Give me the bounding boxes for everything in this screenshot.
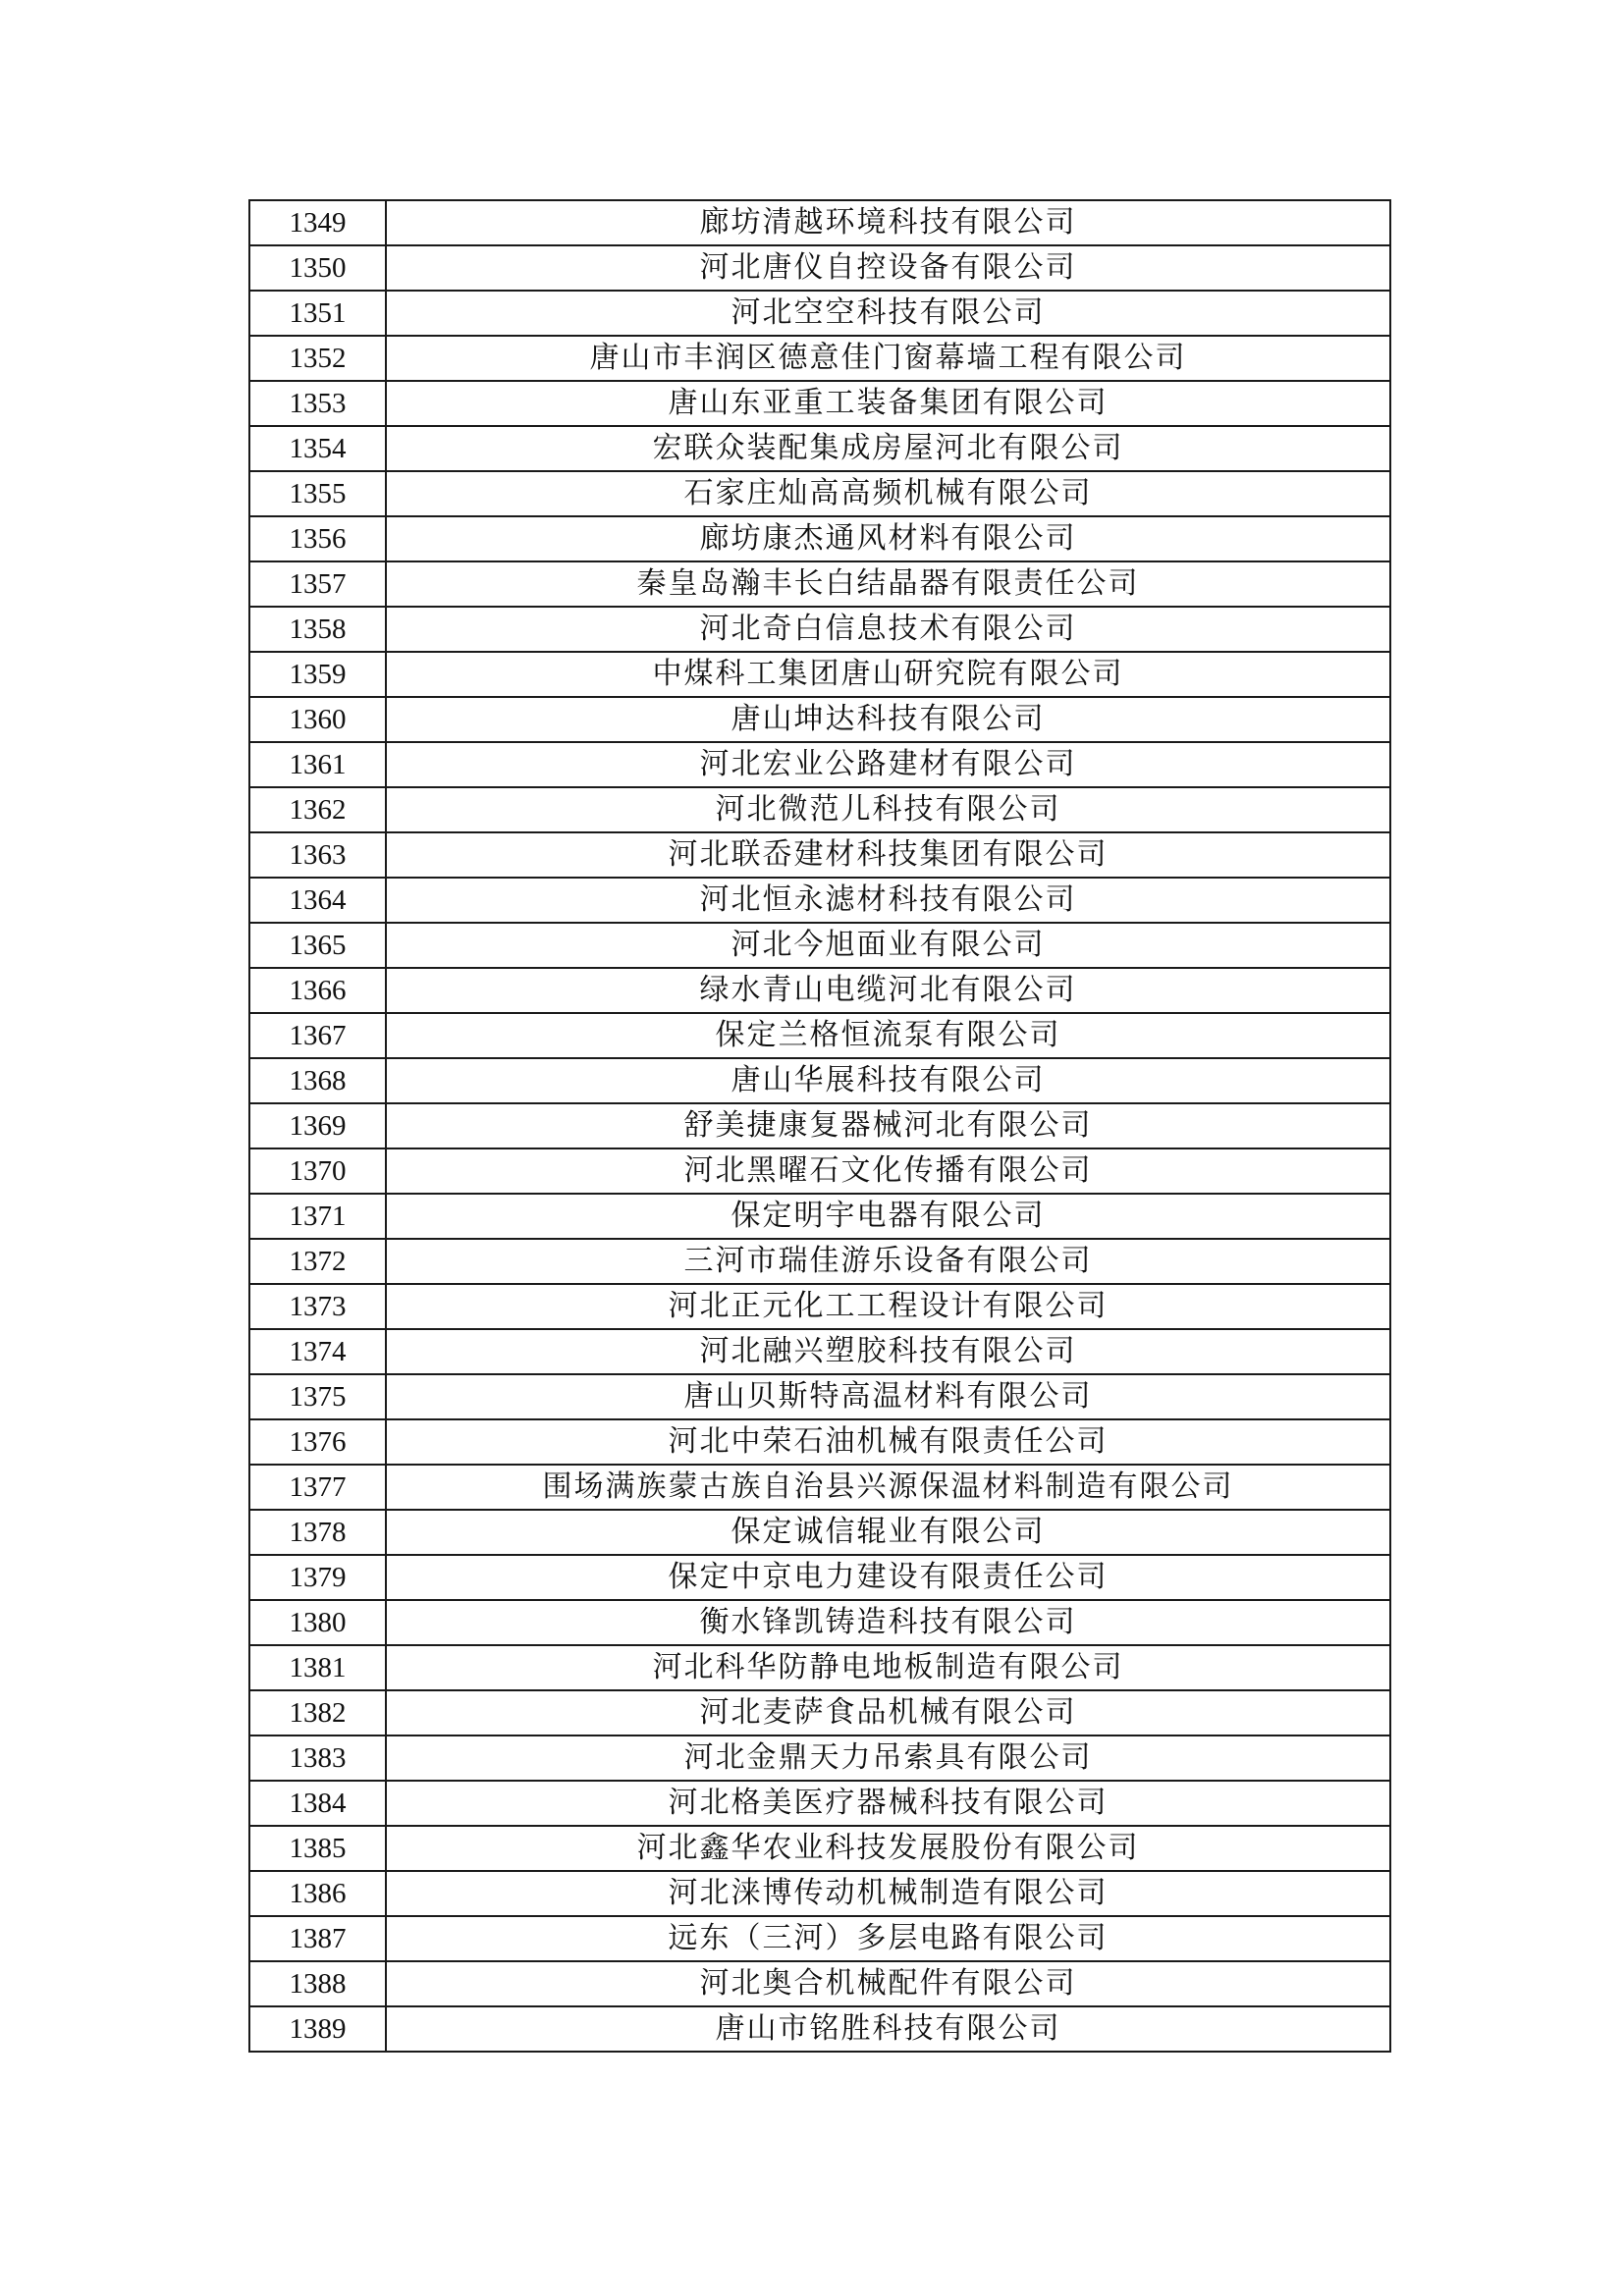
row-number-cell: 1388 (249, 1961, 386, 2006)
company-name-cell: 河北麦萨食品机械有限公司 (386, 1690, 1390, 1735)
company-name-cell: 唐山市铭胜科技有限公司 (386, 2006, 1390, 2052)
company-name-cell: 河北今旭面业有限公司 (386, 923, 1390, 968)
table-row (249, 1871, 1390, 1916)
company-name-cell: 河北恒永滤材科技有限公司 (386, 878, 1390, 923)
row-number-cell: 1373 (249, 1284, 386, 1329)
row-number-cell: 1374 (249, 1329, 386, 1374)
company-name-cell: 保定明宇电器有限公司 (386, 1194, 1390, 1239)
company-name-cell: 河北空空科技有限公司 (386, 291, 1390, 336)
table-row (249, 200, 1390, 245)
table-row (249, 291, 1390, 336)
row-number-cell: 1379 (249, 1555, 386, 1600)
company-list-body (249, 200, 1390, 2052)
company-name-cell: 保定中京电力建设有限责任公司 (386, 1555, 1390, 1600)
table-row (249, 1645, 1390, 1690)
table-row (249, 923, 1390, 968)
table-row (249, 878, 1390, 923)
row-number-cell: 1385 (249, 1826, 386, 1871)
row-number-cell: 1354 (249, 426, 386, 471)
table-row (249, 1058, 1390, 1103)
row-number-cell: 1366 (249, 968, 386, 1013)
table-row (249, 561, 1390, 607)
row-number-cell: 1364 (249, 878, 386, 923)
row-number-cell: 1386 (249, 1871, 386, 1916)
company-name-cell: 河北唐仪自控设备有限公司 (386, 245, 1390, 291)
table-row (249, 832, 1390, 878)
row-number-cell: 1355 (249, 471, 386, 516)
table-row (249, 652, 1390, 697)
row-number-cell: 1387 (249, 1916, 386, 1961)
table-row (249, 1329, 1390, 1374)
company-name-cell: 保定兰格恒流泵有限公司 (386, 1013, 1390, 1058)
row-number-cell: 1365 (249, 923, 386, 968)
company-name-cell: 河北融兴塑胶科技有限公司 (386, 1329, 1390, 1374)
row-number-cell: 1384 (249, 1781, 386, 1826)
table-row (249, 1826, 1390, 1871)
company-name-cell: 中煤科工集团唐山研究院有限公司 (386, 652, 1390, 697)
table-row (249, 742, 1390, 787)
row-number-cell: 1371 (249, 1194, 386, 1239)
row-number-cell: 1352 (249, 336, 386, 381)
company-name-cell: 衡水锋凯铸造科技有限公司 (386, 1600, 1390, 1645)
table-row (249, 1510, 1390, 1555)
company-name-cell: 河北微范儿科技有限公司 (386, 787, 1390, 832)
company-name-cell: 河北奇白信息技术有限公司 (386, 607, 1390, 652)
company-name-cell: 唐山坤达科技有限公司 (386, 697, 1390, 742)
company-name-cell: 石家庄灿高高频机械有限公司 (386, 471, 1390, 516)
company-name-cell: 河北格美医疗器械科技有限公司 (386, 1781, 1390, 1826)
table-row (249, 1555, 1390, 1600)
row-number-cell: 1362 (249, 787, 386, 832)
row-number-cell: 1378 (249, 1510, 386, 1555)
company-name-cell: 唐山市丰润区德意佳门窗幕墙工程有限公司 (386, 336, 1390, 381)
row-number-cell: 1367 (249, 1013, 386, 1058)
table-row (249, 1961, 1390, 2006)
row-number-cell: 1380 (249, 1600, 386, 1645)
table-row (249, 1374, 1390, 1419)
row-number-cell: 1376 (249, 1419, 386, 1465)
table-row (249, 1419, 1390, 1465)
row-number-cell: 1382 (249, 1690, 386, 1735)
row-number-cell: 1357 (249, 561, 386, 607)
company-name-cell: 远东（三河）多层电路有限公司 (386, 1916, 1390, 1961)
table-row (249, 968, 1390, 1013)
company-name-cell: 河北涞博传动机械制造有限公司 (386, 1871, 1390, 1916)
row-number-cell: 1351 (249, 291, 386, 336)
row-number-cell: 1363 (249, 832, 386, 878)
company-name-cell: 河北金鼎天力吊索具有限公司 (386, 1735, 1390, 1781)
row-number-cell: 1361 (249, 742, 386, 787)
company-name-cell: 河北科华防静电地板制造有限公司 (386, 1645, 1390, 1690)
company-name-cell: 三河市瑞佳游乐设备有限公司 (386, 1239, 1390, 1284)
row-number-cell: 1389 (249, 2006, 386, 2052)
company-list-table (248, 199, 1391, 2053)
row-number-cell: 1356 (249, 516, 386, 561)
row-number-cell: 1372 (249, 1239, 386, 1284)
row-number-cell: 1381 (249, 1645, 386, 1690)
table-row (249, 516, 1390, 561)
table-row (249, 1013, 1390, 1058)
company-name-cell: 河北黑曜石文化传播有限公司 (386, 1148, 1390, 1194)
table-row (249, 1239, 1390, 1284)
row-number-cell: 1358 (249, 607, 386, 652)
company-name-cell: 宏联众装配集成房屋河北有限公司 (386, 426, 1390, 471)
row-number-cell: 1349 (249, 200, 386, 245)
company-name-cell: 舒美捷康复器械河北有限公司 (386, 1103, 1390, 1148)
company-name-cell: 唐山贝斯特高温材料有限公司 (386, 1374, 1390, 1419)
row-number-cell: 1353 (249, 381, 386, 426)
row-number-cell: 1383 (249, 1735, 386, 1781)
table-row (249, 1690, 1390, 1735)
table-row (249, 607, 1390, 652)
table-row (249, 1284, 1390, 1329)
company-name-cell: 河北联岙建材科技集团有限公司 (386, 832, 1390, 878)
company-name-cell: 廊坊清越环境科技有限公司 (386, 200, 1390, 245)
table-row (249, 697, 1390, 742)
company-name-cell: 河北奥合机械配件有限公司 (386, 1961, 1390, 2006)
table-row (249, 381, 1390, 426)
company-name-cell: 河北宏业公路建材有限公司 (386, 742, 1390, 787)
table-row (249, 1103, 1390, 1148)
row-number-cell: 1375 (249, 1374, 386, 1419)
table-row (249, 1781, 1390, 1826)
row-number-cell: 1360 (249, 697, 386, 742)
row-number-cell: 1369 (249, 1103, 386, 1148)
table-row (249, 787, 1390, 832)
company-name-cell: 唐山东亚重工装备集团有限公司 (386, 381, 1390, 426)
table-row (249, 1916, 1390, 1961)
table-row (249, 1465, 1390, 1510)
company-name-cell: 绿水青山电缆河北有限公司 (386, 968, 1390, 1013)
table-row (249, 471, 1390, 516)
company-name-cell: 唐山华展科技有限公司 (386, 1058, 1390, 1103)
row-number-cell: 1370 (249, 1148, 386, 1194)
row-number-cell: 1377 (249, 1465, 386, 1510)
table-row (249, 1194, 1390, 1239)
table-row (249, 1735, 1390, 1781)
table-row (249, 1600, 1390, 1645)
row-number-cell: 1359 (249, 652, 386, 697)
table-row (249, 336, 1390, 381)
table-row (249, 426, 1390, 471)
row-number-cell: 1368 (249, 1058, 386, 1103)
company-name-cell: 河北中荣石油机械有限责任公司 (386, 1419, 1390, 1465)
company-name-cell: 保定诚信辊业有限公司 (386, 1510, 1390, 1555)
table-row (249, 2006, 1390, 2052)
row-number-cell: 1350 (249, 245, 386, 291)
company-name-cell: 秦皇岛瀚丰长白结晶器有限责任公司 (386, 561, 1390, 607)
company-name-cell: 河北鑫华农业科技发展股份有限公司 (386, 1826, 1390, 1871)
table-row (249, 1148, 1390, 1194)
company-name-cell: 廊坊康杰通风材料有限公司 (386, 516, 1390, 561)
table-row (249, 245, 1390, 291)
company-name-cell: 河北正元化工工程设计有限公司 (386, 1284, 1390, 1329)
company-name-cell: 围场满族蒙古族自治县兴源保温材料制造有限公司 (386, 1465, 1390, 1510)
